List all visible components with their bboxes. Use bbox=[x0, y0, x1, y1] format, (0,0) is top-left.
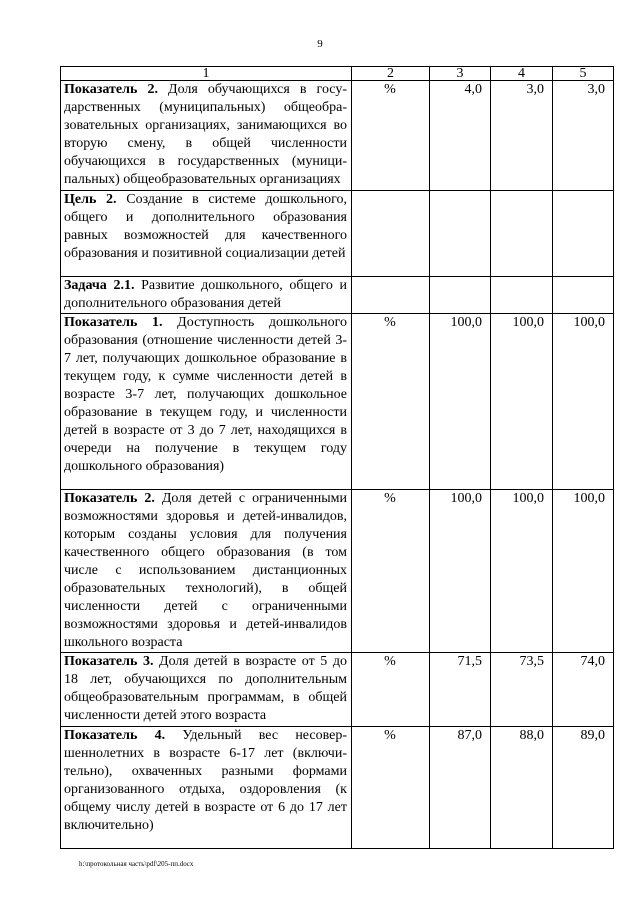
value-cell: 87,0 bbox=[430, 727, 491, 849]
row-description bbox=[61, 653, 352, 727]
value-cell bbox=[430, 191, 491, 277]
column-header: 1 bbox=[61, 67, 352, 81]
column-header: 5 bbox=[553, 67, 614, 81]
value-cell: 74,0 bbox=[553, 653, 614, 727]
row-text: Доля обучающихся в государственных (муниципальных) общеобразовательных организациях, занимающихся во вторую смену, в общей численности обучающихся в государственных (муниципальных) общеобразовательных организациях bbox=[64, 82, 347, 187]
column-header: 4 bbox=[491, 67, 553, 81]
value-cell: 73,5 bbox=[491, 653, 553, 727]
row-text: Развитие дошкольного, общего и дополнительного образования детей bbox=[64, 278, 348, 311]
table-row bbox=[61, 314, 614, 490]
table-row bbox=[61, 490, 614, 653]
value-cell: 88,0 bbox=[491, 727, 553, 849]
row-label: Показатель 4. bbox=[64, 728, 166, 743]
page-number: 9 bbox=[317, 38, 323, 50]
value-cell: 71,5 bbox=[430, 653, 491, 727]
table-row bbox=[61, 191, 614, 277]
value-cell bbox=[553, 191, 614, 277]
unit-cell bbox=[352, 277, 430, 314]
row-label: Показатель 2. bbox=[64, 82, 158, 97]
row-label: Показатель 2. bbox=[64, 491, 155, 506]
value-cell: 4,0 bbox=[430, 81, 491, 191]
value-cell: 3,0 bbox=[553, 81, 614, 191]
column-header: 2 bbox=[352, 67, 430, 81]
value-cell bbox=[430, 277, 491, 314]
value-cell: 89,0 bbox=[553, 727, 614, 849]
value-cell: 100,0 bbox=[491, 314, 553, 490]
value-cell: 100,0 bbox=[491, 490, 553, 653]
row-description bbox=[61, 727, 352, 849]
row-description bbox=[61, 314, 352, 490]
unit-cell: % bbox=[352, 490, 430, 653]
row-description bbox=[61, 81, 352, 191]
row-label: Цель 2. bbox=[64, 192, 117, 207]
unit-cell: % bbox=[352, 81, 430, 191]
row-description bbox=[61, 191, 352, 277]
unit-cell: % bbox=[352, 653, 430, 727]
value-cell bbox=[491, 191, 553, 277]
indicators-table bbox=[60, 66, 614, 849]
value-cell bbox=[553, 277, 614, 314]
row-label: Показатель 1. bbox=[64, 315, 163, 330]
value-cell: 100,0 bbox=[553, 490, 614, 653]
row-text: Создание в системе дошкольного, общего и дополнительного образования равных возможностей для качественного образования и позитивной социализации детей bbox=[64, 192, 347, 261]
value-cell: 100,0 bbox=[430, 314, 491, 490]
value-cell: 100,0 bbox=[553, 314, 614, 490]
value-cell bbox=[491, 277, 553, 314]
unit-cell: % bbox=[352, 727, 430, 849]
value-cell: 3,0 bbox=[491, 81, 553, 191]
table-row bbox=[61, 653, 614, 727]
row-text: Доступность дошкольного образования (отношение численности детей 3-7 лет, получающих дошкольное образование в текущем году, к сумме численности детей в возрасте 3-7 лет, получающих дошкольное образование в текущем году, и численности детей в возрасте от 3 до 7 лет, находящихся в очереди на получение в текущем году дошкольного образования) bbox=[64, 315, 347, 474]
table-row bbox=[61, 727, 614, 849]
table-row bbox=[61, 81, 614, 191]
file-path-footer: h:\протокольная часть\pdf\205-пп.docx bbox=[79, 860, 194, 868]
unit-cell bbox=[352, 191, 430, 277]
value-cell: 100,0 bbox=[430, 490, 491, 653]
row-label: Задача 2.1. bbox=[64, 278, 135, 293]
unit-cell: % bbox=[352, 314, 430, 490]
table-row bbox=[61, 277, 614, 314]
row-label: Показатель 3. bbox=[64, 654, 154, 669]
table-header-row bbox=[61, 67, 614, 81]
column-header: 3 bbox=[430, 67, 491, 81]
row-text: Доля детей с ограниченными возможностями здоровья и детей-инвалидов, которым созданы условия для получения качественного общего образования (в том числе с использованием дистанционных образовательных технологий), в общей численности детей с ограниченными возможностями здоровья и детей-инвалидов школьного возраста bbox=[64, 491, 348, 650]
row-description bbox=[61, 277, 352, 314]
row-text: Доля детей в возрасте от 5 до 18 лет, обучающихся по дополнительным общеобразовательным программам, в общей численности детей этого возраста bbox=[64, 654, 347, 723]
row-text: Удельный вес несовершеннолетних в возрасте 6-17 лет (включительно), охваченных разными формами организованного отдыха, оздоровления (к общему числу детей в возрасте от 6 до 17 лет включительно) bbox=[64, 728, 347, 833]
row-description bbox=[61, 490, 352, 653]
